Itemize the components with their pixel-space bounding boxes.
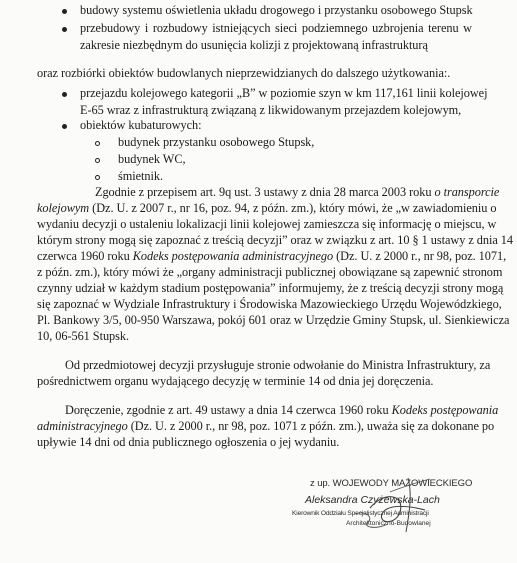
- appeal-paragraph-line: pośrednictwem organu wydającego decyzję w terminie 14 od dnia jej doręczenia.: [37, 374, 434, 388]
- sub-bullet-ring: [95, 158, 100, 163]
- handwritten-signature: [330, 470, 460, 540]
- paragraph-line: Pl. Bankowy 3/5, 00-950 Warszawa, pokój 601 oraz w Urzędzie Gminy Stupsk, ul. Sienkiewicza: [37, 313, 510, 327]
- sub-bullet-ring: [95, 141, 100, 146]
- bullet-dot: [62, 92, 67, 97]
- paragraph-line: wydaniu decyzji o ustaleniu lokalizacji linii kolejowej zamieszcza się informację o miejscu, w: [37, 217, 497, 231]
- bullet-dot: [62, 9, 67, 14]
- stamp-title-line: Architektoniczno-Budowlanej: [346, 520, 431, 527]
- bullet-text-cont: zakresie niezbędnym do usunięcia kolizji z projektowaną infrastrukturą: [80, 38, 428, 52]
- bullet-text: przebudowy i rozbudowy istniejących sieci podziemnego uzbrojenia terenu w: [80, 21, 472, 35]
- demolition-intro: oraz rozbiórki obiektów budowlanych nieprzewidzianych do dalszego użytkowania:.: [37, 66, 451, 80]
- object-item: budynek WC,: [118, 152, 186, 166]
- paragraph-line: kolejowym (Dz. U. z 2007 r., nr 16, poz. 94, z późn. zm.), który mówi, że „w zawiadomieniu o: [37, 201, 497, 215]
- objects-label: obiektów kubaturowych:: [80, 118, 202, 132]
- bullet-text: przejazdu kolejowego kategorii „B” w poziomie szyn w km 117,161 linii kolejowej: [80, 86, 488, 100]
- paragraph-line: którym strony mogą się zapoznać z treścią decyzji” oraz w związku z art. 10 § 1 ustawy z dnia 14: [37, 233, 513, 247]
- stamp-authority-line: z up. WOJEWODY MAZOWIECKIEGO: [310, 478, 473, 489]
- object-item: śmietnik.: [118, 169, 163, 183]
- bullet-text: budowy systemu oświetlenia układu drogowego i przystanku osobowego Stupsk: [80, 3, 473, 17]
- paragraph-line: z późn. zm.), który mówi że „organy administracji publicznej obowiązane są zapewnić stronom: [37, 265, 503, 279]
- stamp-title-line: Kierownik Oddziału Specjalistycznej Administracji: [292, 510, 429, 517]
- stamp-name: Aleksandra Czyżewska-Lach: [305, 494, 440, 506]
- sub-bullet-ring: [95, 175, 100, 180]
- appeal-paragraph-line: Od przedmiotowej decyzji przysługuje stronie odwołanie do Ministra Infrastruktury, za: [65, 358, 491, 372]
- bullet-text-cont: E-65 wraz z infrastrukturą związaną z likwidowanym przejazdem kolejowym,: [80, 103, 462, 117]
- delivery-paragraph-line: administracyjnego (Dz. U. z 2000 r., nr 98, poz. 1071 z późn. zm.), uważa się za dokonane po: [37, 419, 495, 433]
- paragraph-line: czynny udział w każdym stadium postępowania” informujemy, że z treścią decyzji strony mogą: [37, 281, 504, 295]
- bullet-dot: [62, 27, 67, 32]
- bullet-dot: [62, 124, 67, 129]
- object-item: budynek przystanku osobowego Stupsk,: [118, 135, 315, 149]
- delivery-paragraph-line: Doręczenie, zgodnie z art. 49 ustawy a dnia 14 czerwca 1960 roku Kodeks postępowania: [65, 403, 499, 417]
- paragraph-line: 10, 06-561 Stupsk.: [37, 329, 130, 343]
- paragraph-line: się zapoznać w Wydziale Infrastruktury i Środowiska Mazowieckiego Urzędu Wojewódzkiego,: [37, 297, 502, 311]
- paragraph-line: Zgodnie z przepisem art. 9q ust. 3 ustawy z dnia 28 marca 2003 roku o transporcie: [95, 185, 500, 199]
- delivery-paragraph-line: upływie 14 dni od dnia publicznego ogłoszenia o jej wydaniu.: [37, 435, 340, 449]
- paragraph-line: czerwca 1960 roku Kodeks postępowania administracyjnego (Dz. U. z 2000 r., nr 98, poz. 1071,: [37, 249, 507, 263]
